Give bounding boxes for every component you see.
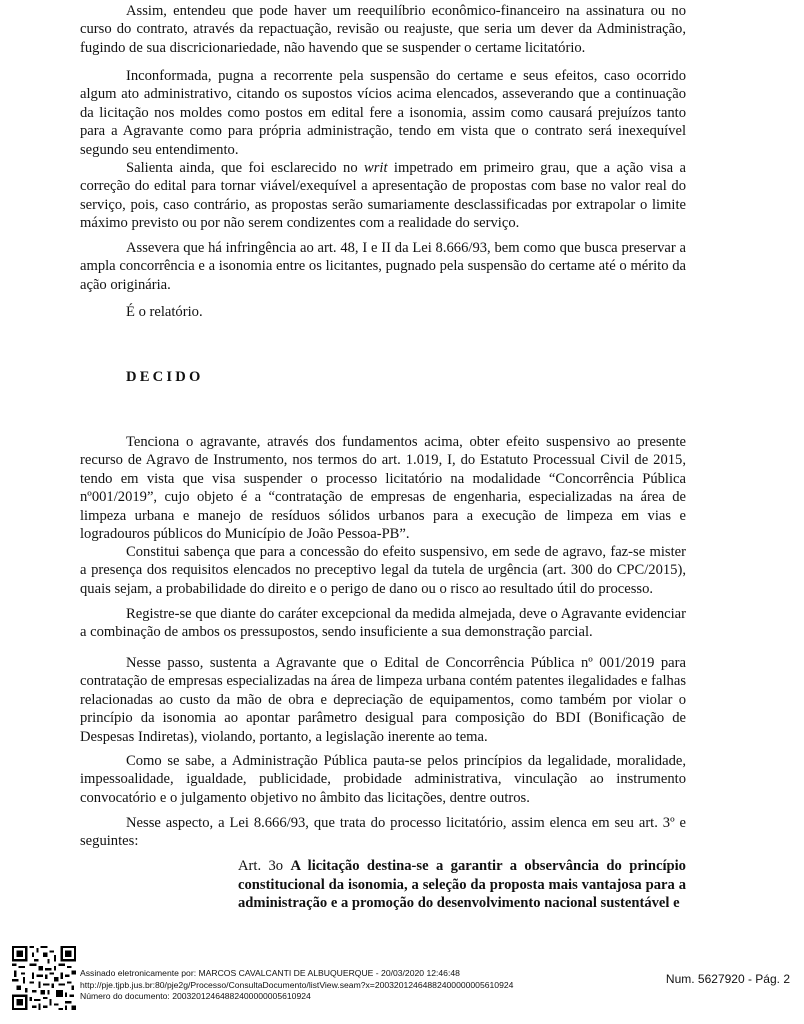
paragraph-3 <box>80 159 686 233</box>
signature-info <box>80 968 513 1003</box>
page-number: Num. 5627920 - Pág. 2 <box>665 972 790 986</box>
paragraph-1: Assim, entendeu que pode haver um reequilíbrio econômico-financeiro na assinatura ou no curso do contrato, através da repactuação, revisão ou reajuste, que seria um dever da Administração, fugindo de sua discricionariedade, não havendo que se suspender o certame licitatório. <box>80 3 686 56</box>
paragraph-5: É o relatório. <box>126 304 203 320</box>
paragraph-7: Constitui sabença que para a concessão do efeito suspensivo, em sede de agravo, faz-se mister a presença dos requisitos elencados no preceptivo legal da tutela de urgência (art. 300 do CPC/2015), quais sejam, a probabilidade do direito e o perigo de dano ou o risco ao resultado útil do processo. <box>80 544 686 597</box>
paragraph-8: Registre-se que diante do caráter excepcional da medida almejada, deve o Agravante evidenciar a combinação de ambos os pressupostos, sendo insuficiente a sua demonstração parcial. <box>80 606 686 641</box>
document-url[interactable]: http://pje.tjpb.jus.br:80/pje2g/Processo/ConsultaDocumento/listView.seam?x=20032012464882400000005610924 <box>80 979 514 990</box>
paragraph-3-writ: writ <box>364 160 388 176</box>
paragraph-6: Tenciona o agravante, através dos fundamentos acima, obter efeito suspensivo ao presente recurso de Agravo de Instrumento, nos termos do art. 1.019, I, do Estatuto Processual Civil de 2015, tendo em vista que visa suspender o processo licitatório na modalidade “Concorrência Pública nº001/2019”, cujo objeto é a “contratação de empresas de engenharia, especializadas na área de limpeza urbana e manejo de resíduos sólidos urbanos para a execução de limpeza em vias e logradouros públicos do Município de João Pessoa-PB”. <box>80 434 686 543</box>
section-heading-decido: DECIDO <box>126 369 204 385</box>
legal-quote <box>238 857 686 913</box>
quote-prefix: Art. 3o <box>238 858 291 874</box>
paragraph-10: Como se sabe, a Administração Pública pauta-se pelos princípios da legalidade, moralidade, impessoalidade, igualdade, publicidade, probidade administrativa, vinculação ao instrumento convocatório e o julgamento objetivo no âmbito das licitações, dentre outros. <box>80 753 686 806</box>
paragraph-3-start: Salienta ainda, que foi esclarecido no <box>126 160 365 176</box>
quote-bold-text: A licitação destina-se a garantir a observância do princípio constitucional da isonomia, a seleção da proposta mais vantajosa para a administração e a promoção do desenvolvimento nacional sustentável e <box>238 858 686 912</box>
paragraph-2: Inconformada, pugna a recorrente pela suspensão do certame e seus efeitos, caso ocorrido algum ato administrativo, citando os supostos vícios acima elencados, asseverando que a continuação da licitação nos moldes como postos em edital fere a isonomia, assim como causará prejuízos tanto para a Agravante como para própria administração, tendo em vista que o contrato será inexequível segundo seu entendimento. <box>80 68 686 158</box>
paragraph-11: Nesse aspecto, a Lei 8.666/93, que trata do processo licitatório, assim elenca em seu art. 3º e seguintes: <box>80 815 686 850</box>
paragraph-4: Assevera que há infringência ao art. 48, I e II da Lei 8.666/93, bem como que busca preservar a ampla concorrência e a isonomia entre os licitantes, pugnado pela suspensão do certame até o mérito da ação originária. <box>80 240 686 293</box>
paragraph-3-end: impetrado em primeiro grau, que a ação visa a correção do edital para tornar viável/exequível a apresentação de propostas com base no valor real do serviço, pois, caso contrário, as propostas serão sumariamente desclassificadas por extrapolar o limite máximo previsto ou por não serem condizentes com a realidade do serviço. <box>80 160 686 232</box>
signature-line: Assinado eletronicamente por: MARCOS CAVALCANTI DE ALBUQUERQUE - 20/03/2020 12:46:48 <box>80 968 460 978</box>
qr-code-icon[interactable] <box>12 946 76 1010</box>
document-number: Número do documento: 20032012464882400000005610924 <box>80 991 311 1002</box>
paragraph-9: Nesse passo, sustenta a Agravante que o Edital de Concorrência Pública nº 001/2019 para contratação de empresas especializadas na área de limpeza urbana contém patentes ilegalidades e falhas relacionadas ao custo da mão de obra e depreciação de equipamentos, como também por violar o princípio da isonomia ao apontar parâmetro desigual para composição do BDI (Bonificação de Despesas Indiretas), violando, portanto, a legislação inerente ao tema. <box>80 655 686 745</box>
